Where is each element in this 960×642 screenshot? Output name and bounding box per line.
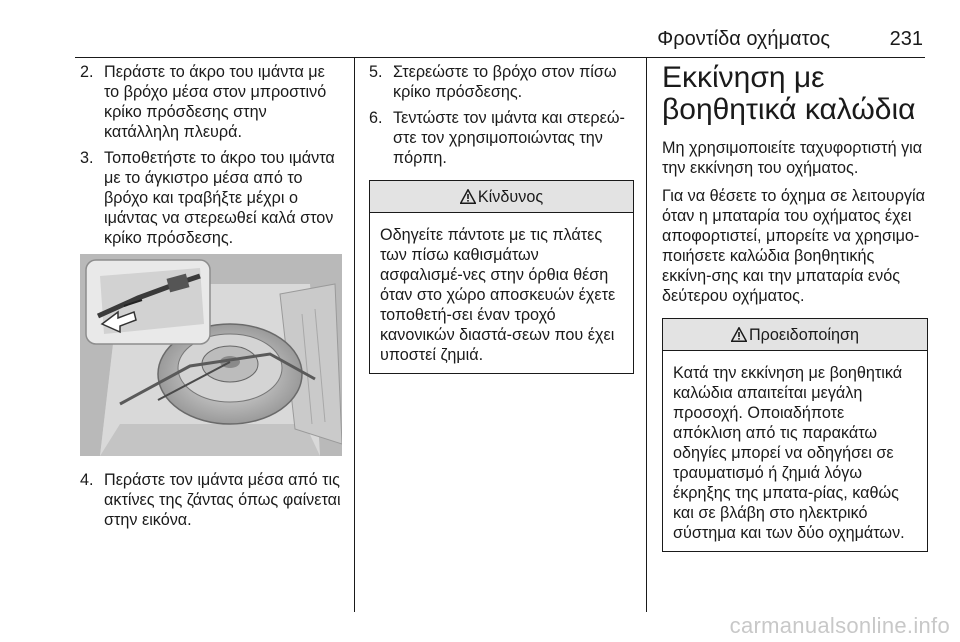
paragraph: Μη χρησιμοποιείτε ταχυφορτιστή για την εκκίνηση του οχήματος. bbox=[662, 139, 923, 177]
step-number: 2. bbox=[80, 63, 94, 81]
step-text: Στερεώστε το βρόχο στον πίσω κρίκο πρόσδεσης. bbox=[393, 63, 617, 101]
step-number: 4. bbox=[80, 471, 94, 489]
step-text: Τοποθετήστε το άκρο του ιμάντα με το άγκιστρο μέσα από το βρόχο και τραβήξτε μέχρι ο ιμάντας να στερεωθεί καλά στον κρίκο πρόσδεσης. bbox=[104, 149, 335, 247]
header-title: Φροντίδα οχήματος bbox=[657, 28, 830, 50]
page-number: 231 bbox=[889, 28, 923, 50]
step-item bbox=[369, 108, 634, 168]
paragraph: Για να θέσετε το όχημα σε λειτουργία όταν η μπαταρία του οχήματος έχει αποφορτιστεί, μπορείτε να χρησιμο-ποιήσετε καλώδια βοηθητικής εκκίνη-σης και την μπαταρία ενός δεύτερου οχήματος. bbox=[662, 187, 925, 305]
column-2 bbox=[369, 62, 634, 374]
column-1 bbox=[80, 62, 342, 536]
danger-box-title: Κίνδυνος bbox=[477, 188, 544, 206]
column-divider-1 bbox=[354, 58, 355, 612]
step-number: 5. bbox=[369, 63, 383, 81]
warning-box bbox=[662, 318, 928, 552]
column-divider-2 bbox=[646, 58, 647, 612]
section-heading: Εκκίνηση με βοηθητικά καλώδια bbox=[662, 61, 916, 126]
danger-box bbox=[369, 180, 634, 374]
warning-box-body: Κατά την εκκίνηση με βοηθητικά καλώδια απαιτείται μεγάλη προσοχή. Οποιαδήποτε απόκλιση από τις παρακάτω οδηγίες μπορεί να οδηγήσει σε τραυματισμό ή ζημιά λόγω έκρηξης της μπατα-ρίας, καθώς και σε βλάβη στο ηλεκτρικό σύστημα και των δύο οχημάτων. bbox=[673, 364, 905, 542]
step-item bbox=[369, 62, 634, 102]
warning-triangle-icon bbox=[731, 327, 747, 342]
danger-box-body: Οδηγείτε πάντοτε με τις πλάτες των πίσω καθισμάτων ασφαλισμέ-νες στην όρθια θέση όταν στο χώρο αποσκευών έχετε τοποθετή-σει έναν τροχό κανονικών διαστά-σεων που έχει υποστεί ζημιά. bbox=[380, 226, 616, 364]
trunk-wheel-drawing bbox=[80, 254, 342, 456]
step-text: Περάστε τον ιμάντα μέσα από τις ακτίνες της ζάντας όπως φαίνεται στην εικόνα. bbox=[104, 471, 341, 529]
step-item bbox=[80, 62, 342, 142]
watermark: carmanualsonline.info bbox=[729, 613, 950, 638]
danger-box-header bbox=[370, 181, 633, 213]
warning-box-title: Προειδοποίηση bbox=[748, 326, 860, 344]
step-text: Περάστε το άκρο του ιμάντα με το βρόχο μέσα στον μπροστινό κρίκο πρόσδεσης στην κατάλληλη πλευρά. bbox=[104, 63, 327, 141]
column-3 bbox=[662, 62, 928, 552]
step-number: 6. bbox=[369, 109, 383, 127]
warning-box-header bbox=[663, 319, 927, 351]
header-rule bbox=[75, 57, 925, 58]
steps-list-a bbox=[80, 62, 342, 248]
step-number: 3. bbox=[80, 149, 94, 167]
page-header bbox=[75, 28, 925, 54]
warning-triangle-icon bbox=[460, 189, 476, 204]
step-item bbox=[80, 148, 342, 248]
steps-list-b bbox=[80, 470, 342, 530]
step-item bbox=[80, 470, 342, 530]
spare-wheel-illustration bbox=[80, 254, 342, 456]
step-text: Τεντώστε τον ιμάντα και στερεώ-στε τον χρησιμοποιώντας την πόρπη. bbox=[393, 109, 625, 167]
steps-list-c bbox=[369, 62, 634, 168]
